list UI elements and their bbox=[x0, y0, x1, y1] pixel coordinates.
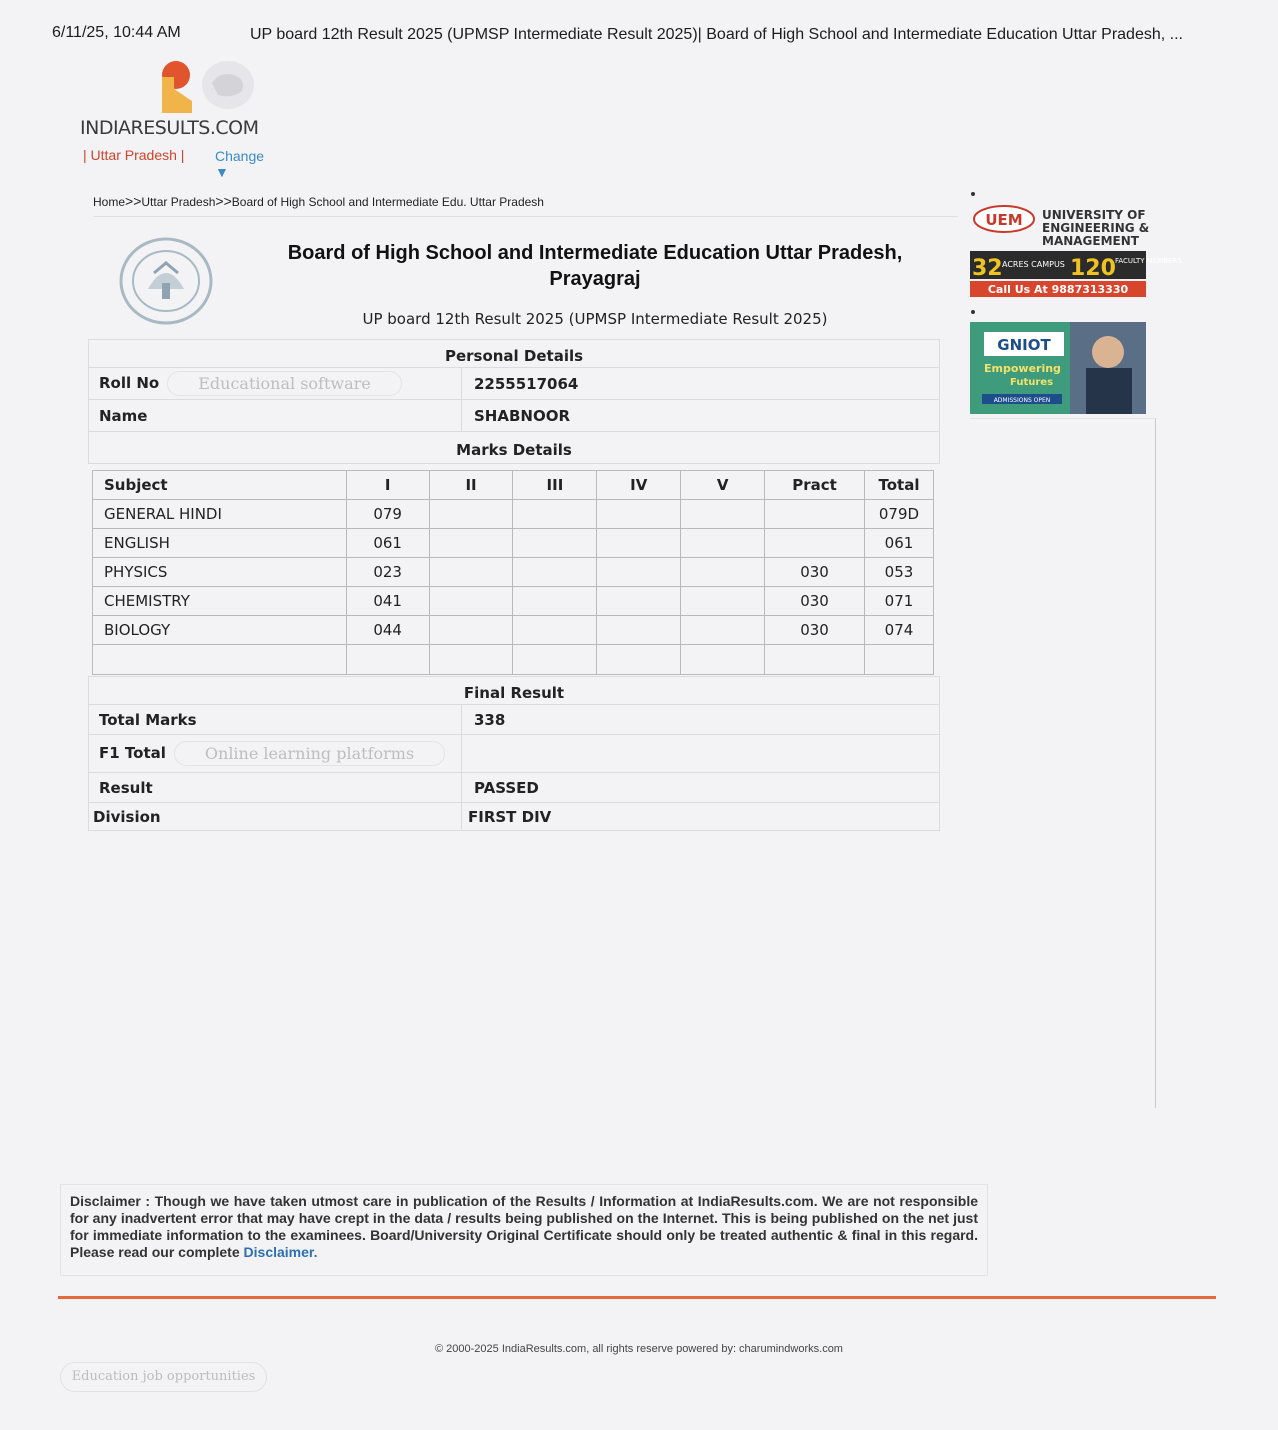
cell-iii bbox=[513, 558, 597, 587]
empty-cell bbox=[429, 645, 513, 675]
cell-iii bbox=[513, 616, 597, 645]
uem-faculty-num: 120 bbox=[1070, 256, 1116, 281]
cell-total: 071 bbox=[864, 587, 933, 616]
board-seal-icon bbox=[118, 237, 214, 325]
disclaimer bbox=[60, 1184, 988, 1276]
cell-total: 074 bbox=[864, 616, 933, 645]
total-marks-label: Total Marks bbox=[89, 705, 462, 735]
cell-i: 023 bbox=[346, 558, 429, 587]
cell-subject: BIOLOGY bbox=[93, 616, 347, 645]
final-result-table bbox=[88, 676, 940, 831]
cell-iii bbox=[513, 500, 597, 529]
result-label: Result bbox=[89, 773, 462, 803]
gniot-logo: GNIOT bbox=[997, 336, 1051, 354]
uem-line1: UNIVERSITY OF bbox=[1042, 208, 1146, 222]
f1-total-pill[interactable]: Online learning platforms bbox=[174, 741, 445, 766]
gniot-tagline2: Futures bbox=[1010, 377, 1054, 388]
breadcrumb-uttar-pradesh[interactable]: Uttar Pradesh bbox=[141, 195, 216, 209]
table-row bbox=[93, 500, 934, 529]
table-row bbox=[93, 616, 934, 645]
table-row bbox=[93, 587, 934, 616]
uem-call: Call Us At 9887313330 bbox=[987, 283, 1129, 296]
cell-iv bbox=[597, 587, 681, 616]
education-jobs-pill[interactable]: Education job opportunities bbox=[60, 1362, 267, 1392]
cell-iv bbox=[597, 558, 681, 587]
roll-no-pill[interactable]: Educational software bbox=[167, 371, 402, 396]
result-subtitle: UP board 12th Result 2025 (UPMSP Intermediate Result 2025) bbox=[362, 310, 828, 328]
breadcrumb bbox=[93, 193, 544, 209]
empty-cell bbox=[681, 645, 765, 675]
marks-details-heading: Marks Details bbox=[89, 432, 940, 464]
cell-iii bbox=[513, 587, 597, 616]
cell-v bbox=[681, 500, 765, 529]
gniot-tagline1: Empowering bbox=[984, 362, 1061, 375]
cell-ii bbox=[429, 616, 513, 645]
disclaimer-link[interactable]: Disclaimer. bbox=[243, 1244, 318, 1260]
uem-acres-label: ACRES CAMPUS bbox=[1002, 260, 1065, 269]
cell-subject: ENGLISH bbox=[93, 529, 347, 558]
disclaimer-text: Disclaimer : Though we have taken utmost care in publication of the Results / Information at IndiaResults.com. We are not responsible for any inadvertent error that may have crept in the data / results being published on the Internet. This is being published on the net just for immediate information to the examinees. Board/University Original Certificate should only be treated authentic & final in this regard. Please read our complete bbox=[70, 1193, 978, 1260]
f1-total-value bbox=[462, 735, 940, 773]
cell-total: 053 bbox=[864, 558, 933, 587]
cell-v bbox=[681, 529, 765, 558]
cell-ii bbox=[429, 529, 513, 558]
site-brand: INDIARESULTS.COM bbox=[80, 117, 259, 139]
copyright: © 2000-2025 IndiaResults.com, all rights reserve powered by: charumindworks.com bbox=[435, 1343, 843, 1355]
empty-cell bbox=[513, 645, 597, 675]
col-v: V bbox=[681, 471, 765, 500]
col-iii: III bbox=[513, 471, 597, 500]
result-value: PASSED bbox=[462, 773, 940, 803]
empty-cell bbox=[93, 645, 347, 675]
cell-total: 079D bbox=[864, 500, 933, 529]
empty-cell bbox=[864, 645, 933, 675]
roll-no-value: 2255517064 bbox=[462, 368, 940, 400]
cell-v bbox=[681, 616, 765, 645]
table-row-empty bbox=[93, 645, 934, 675]
cell-pract: 030 bbox=[765, 616, 865, 645]
f1-total-label-text: F1 Total bbox=[99, 744, 166, 762]
cell-subject: CHEMISTRY bbox=[93, 587, 347, 616]
division-label: Division bbox=[89, 803, 462, 831]
roll-no-label-text: Roll No bbox=[99, 374, 160, 392]
print-header bbox=[52, 24, 1212, 48]
uem-ad-banner[interactable] bbox=[970, 203, 1182, 297]
personal-details-table bbox=[88, 339, 940, 464]
cell-total: 061 bbox=[864, 529, 933, 558]
logo-graphic-icon bbox=[158, 55, 278, 125]
footer-divider bbox=[58, 1296, 1216, 1299]
empty-cell bbox=[346, 645, 429, 675]
col-iv: IV bbox=[597, 471, 681, 500]
uem-line2: ENGINEERING & bbox=[1042, 221, 1150, 235]
empty-cell bbox=[765, 645, 865, 675]
breadcrumb-separator: >> bbox=[125, 193, 142, 209]
cell-iv bbox=[597, 529, 681, 558]
col-i: I bbox=[346, 471, 429, 500]
gniot-ad-banner[interactable] bbox=[970, 322, 1146, 414]
roll-no-label bbox=[89, 368, 462, 400]
personal-details-heading: Personal Details bbox=[89, 340, 940, 368]
print-page-title: UP board 12th Result 2025 (UPMSP Intermediate Result 2025)| Board of High School and Intermediate Education Uttar Pradesh, ... bbox=[250, 26, 1183, 43]
col-pract: Pract bbox=[765, 471, 865, 500]
change-state-link[interactable]: Change ▼ bbox=[215, 148, 265, 180]
col-subject: Subject bbox=[93, 471, 347, 500]
cell-i: 044 bbox=[346, 616, 429, 645]
breadcrumb-board[interactable]: Board of High School and Intermediate Edu. Uttar Pradesh bbox=[231, 195, 544, 209]
cell-pract bbox=[765, 500, 865, 529]
state-label: | Uttar Pradesh | bbox=[83, 147, 185, 163]
name-value: SHABNOOR bbox=[462, 400, 940, 432]
cell-iv bbox=[597, 500, 681, 529]
breadcrumb-separator: >> bbox=[215, 193, 232, 209]
cell-pract: 030 bbox=[765, 587, 865, 616]
cell-iii bbox=[513, 529, 597, 558]
ad-bullet bbox=[971, 310, 975, 314]
cell-subject: GENERAL HINDI bbox=[93, 500, 347, 529]
breadcrumb-home[interactable]: Home bbox=[93, 195, 126, 209]
cell-i: 041 bbox=[346, 587, 429, 616]
cell-v bbox=[681, 587, 765, 616]
cell-pract bbox=[765, 529, 865, 558]
cell-ii bbox=[429, 500, 513, 529]
ad-bullet bbox=[971, 192, 975, 196]
cell-v bbox=[681, 558, 765, 587]
cell-i: 079 bbox=[346, 500, 429, 529]
board-title: Board of High School and Intermediate Education Uttar Pradesh, Prayagraj bbox=[287, 242, 903, 290]
empty-cell bbox=[597, 645, 681, 675]
table-row bbox=[93, 529, 934, 558]
sidebar-box bbox=[970, 418, 1156, 1108]
print-datetime: 6/11/25, 10:44 AM bbox=[52, 24, 181, 41]
cell-iv bbox=[597, 616, 681, 645]
uem-acres-num: 32 bbox=[972, 256, 1003, 281]
gniot-cta: ADMISSIONS OPEN bbox=[993, 397, 1051, 404]
total-marks-value: 338 bbox=[462, 705, 940, 735]
cell-pract: 030 bbox=[765, 558, 865, 587]
final-result-heading: Final Result bbox=[89, 677, 940, 705]
col-total: Total bbox=[864, 471, 933, 500]
cell-ii bbox=[429, 558, 513, 587]
table-row bbox=[93, 558, 934, 587]
site-logo[interactable] bbox=[80, 55, 280, 180]
uem-faculty-label: FACULTY MEMBERS bbox=[1115, 257, 1182, 265]
marks-table bbox=[92, 470, 934, 675]
uem-line3: MANAGEMENT bbox=[1042, 234, 1139, 248]
breadcrumb-divider bbox=[93, 216, 958, 217]
uem-logo: UEM bbox=[985, 211, 1023, 229]
cell-i: 061 bbox=[346, 529, 429, 558]
cell-ii bbox=[429, 587, 513, 616]
cell-subject: PHYSICS bbox=[93, 558, 347, 587]
f1-total-label bbox=[89, 735, 462, 773]
marks-table-header bbox=[93, 471, 934, 500]
col-ii: II bbox=[429, 471, 513, 500]
name-label: Name bbox=[89, 400, 462, 432]
division-value: FIRST DIV bbox=[462, 803, 940, 831]
